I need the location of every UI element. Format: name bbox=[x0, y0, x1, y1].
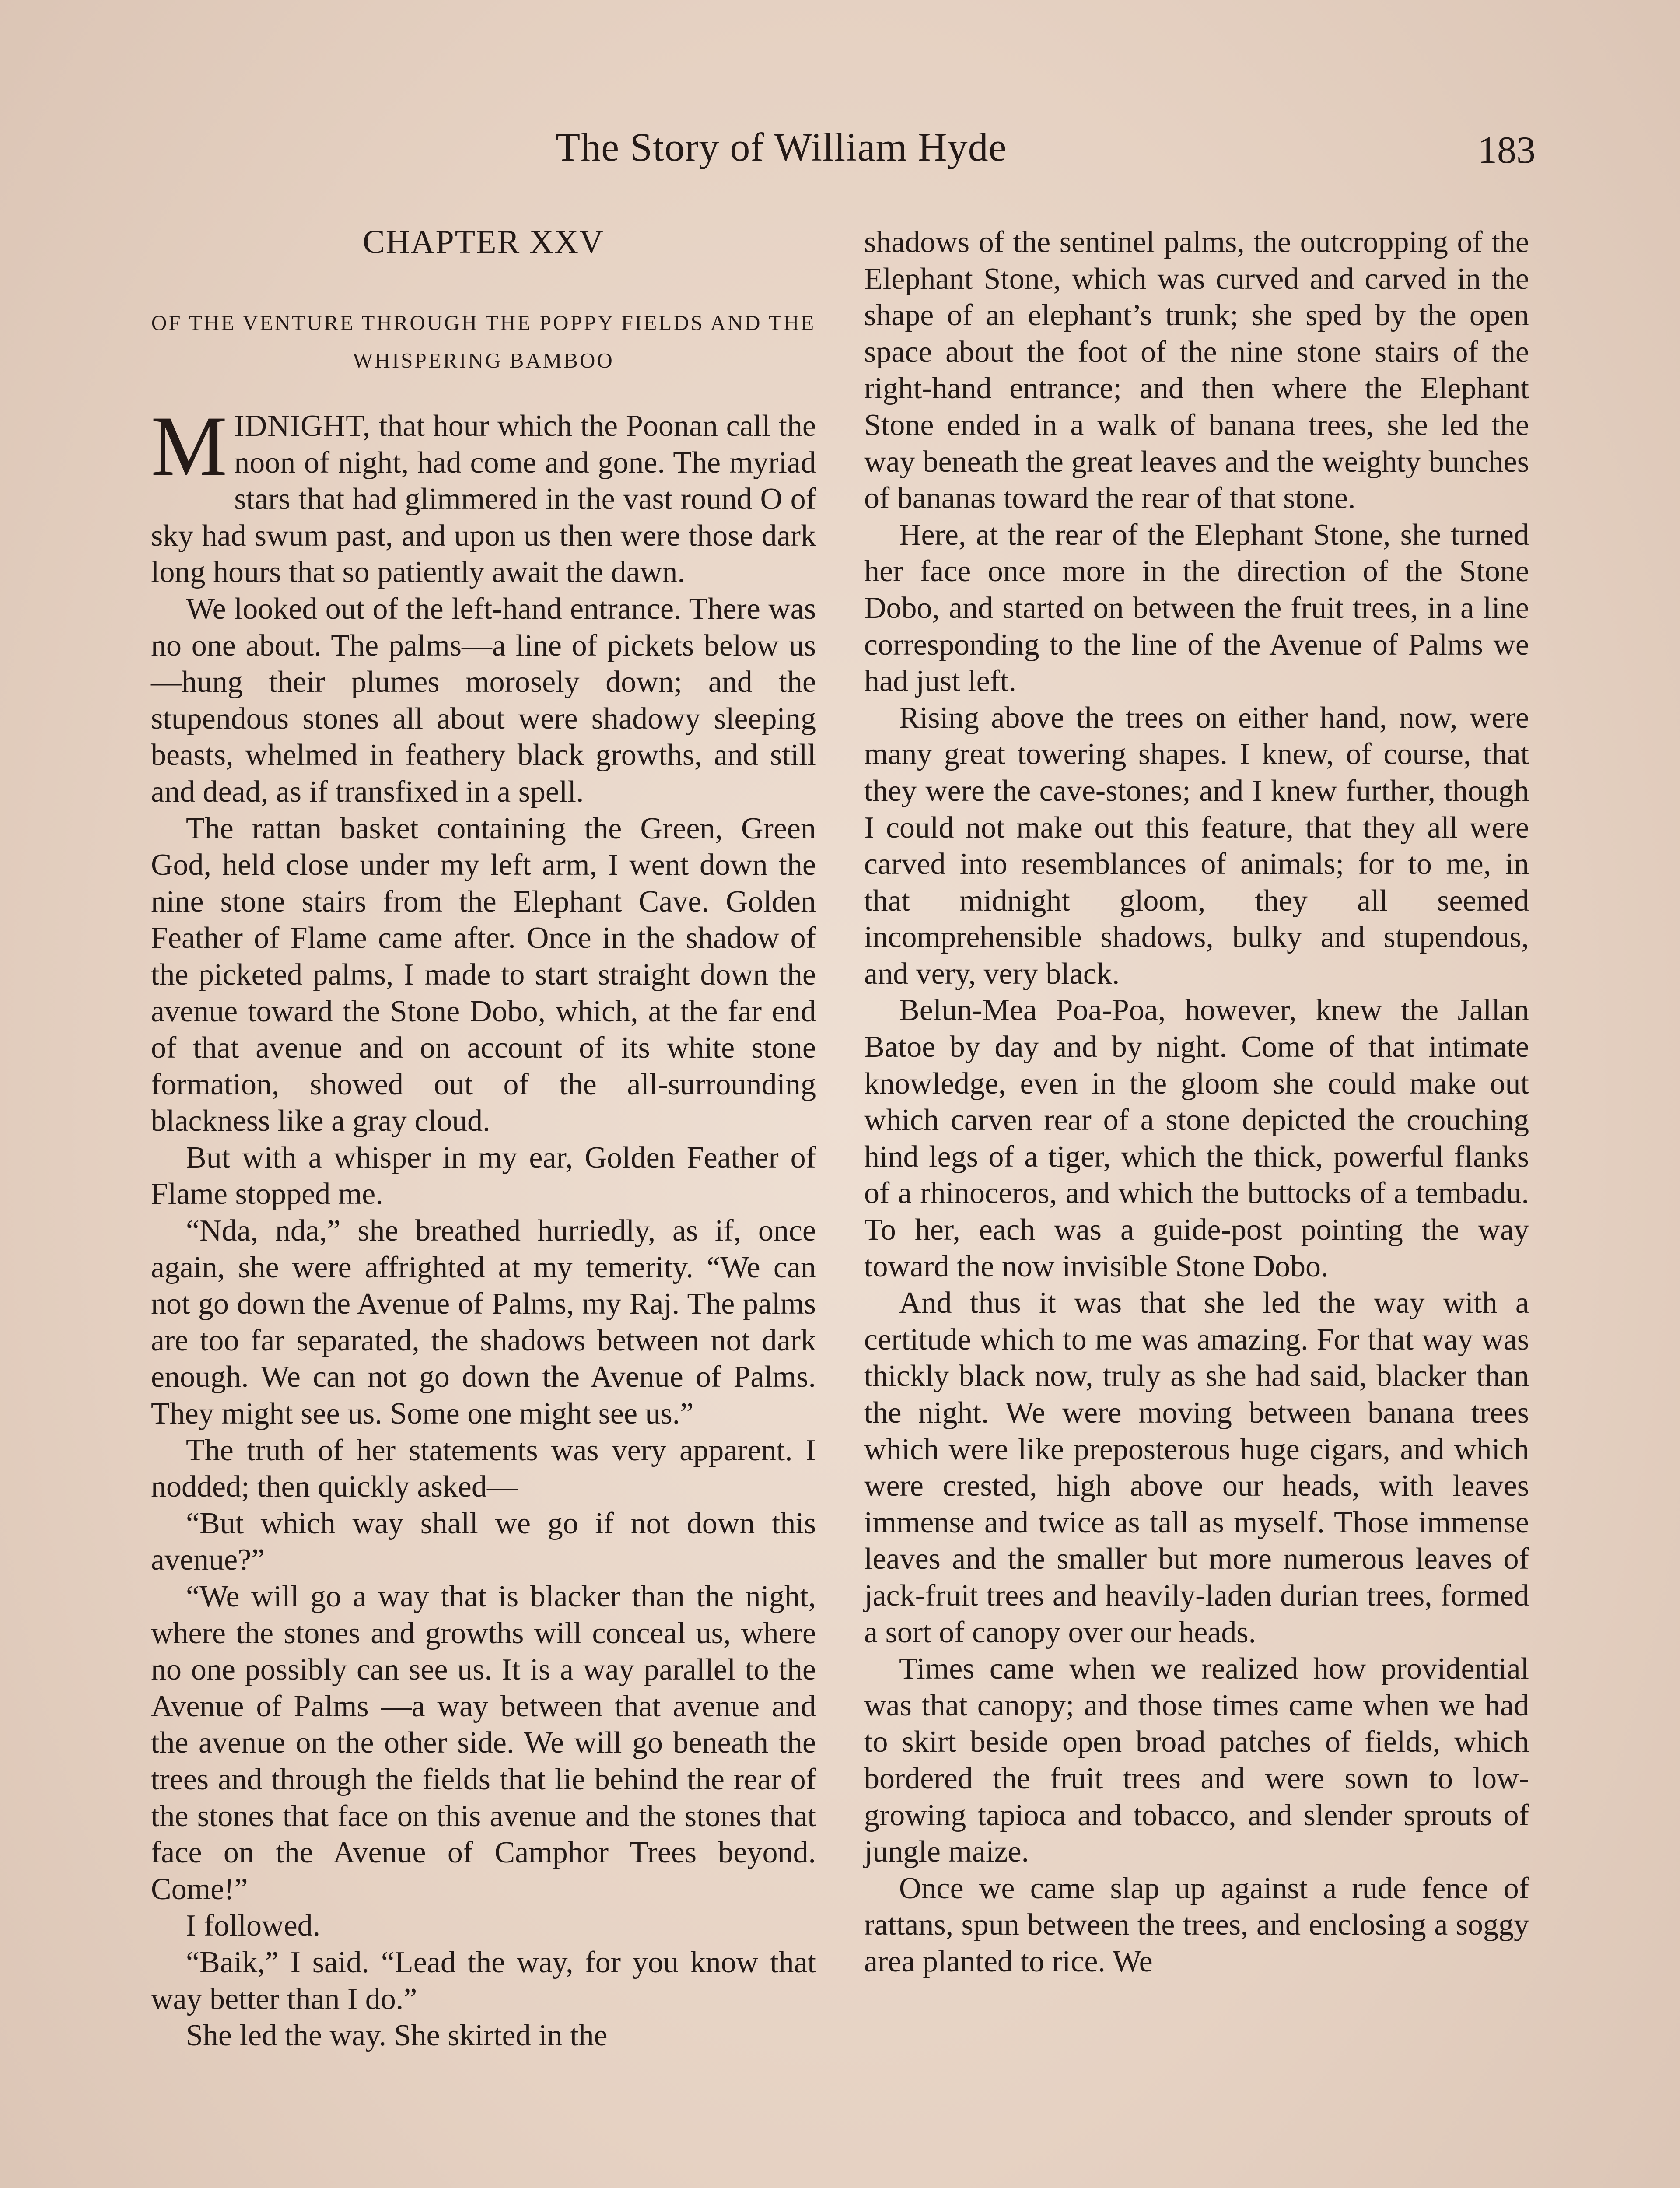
page-number: 183 bbox=[1478, 129, 1536, 172]
paragraph-11: She led the way. She skirted in the bbox=[186, 2019, 608, 2053]
paragraph-7: “But which way shall we go if not down this avenue?” bbox=[151, 1506, 816, 1577]
drop-cap: M bbox=[151, 399, 228, 494]
paragraph-12: shadows of the sentinel palms, the outcropping of the Elephant Stone, which was curved and carved in the shape of an elephant’s trunk; she sped by the open space about the foot of the nine stone stairs of the right-hand entrance; and then where the Elephant Stone ended in a walk of banana trees, she led the way beneath the great leaves and the weighty bunches of bananas toward the rear of that stone. bbox=[864, 225, 1529, 515]
paragraph-13: Here, at the rear of the Elephant Stone, she turned her face once more in the direction of the Stone Dobo, and started on between the fruit trees, in a line corresponding to the line of the Avenue of Palms we had just left. bbox=[864, 518, 1529, 698]
paragraph-18: Once we came slap up against a rude fence of rattans, spun between the trees, and enclosing a soggy area planted to rice. We bbox=[864, 1871, 1529, 1978]
paragraph-14: Rising above the trees on either hand, now, were many great towering shapes. I knew, of course, that they were the cave-stones; and I knew further, though I could not make out this feature, that they all were carved into resemblances of animals; for to me, in that midnight gloom, they all seemed incomprehensible shadows, bulky and stupendous, and very, very black. bbox=[864, 701, 1529, 991]
paragraph-8: “We will go a way that is blacker than the night, where the stones and growths will conceal us, where no one possibly can see us. It is a way parallel to the Avenue of Palms —a way between that avenue and the avenue on the other side. We will go beneath the trees and through the fields that lie behind the rear of the stones that face on this avenue and the stones that face on the Avenue of Camphor Trees beyond. Come!” bbox=[151, 1580, 816, 1906]
paragraph-15: Belun-Mea Poa-Poa, however, knew the Jallan Batoe by day and by night. Come of that intimate knowledge, even in the gloom she could make out which carven rear of a stone depicted the crouching hind legs of a tiger, which the thick, powerful flanks of a rhinoceros, and which the buttocks of a tembadu. To her, each was a guide-post pointing the way toward the now invisible Stone Dobo. bbox=[864, 993, 1529, 1283]
left-column-body bbox=[151, 399, 816, 2054]
paragraph-2: We looked out of the left-hand entrance. There was no one about. The palms—a line of pickets below us—hung their plumes morosely down; and the stupendous stones all about were shadowy sleeping beasts, whelmed in feathery black growths, and still and dead, as if transfixed in a spell. bbox=[151, 592, 816, 809]
paragraph-1 bbox=[151, 399, 816, 591]
chapter-title: CHAPTER XXV bbox=[363, 224, 604, 260]
right-column-body bbox=[864, 224, 1529, 1980]
paragraph-17: Times came when we realized how providential was that canopy; and those times came when we had to skirt beside open broad patches of fields, which bordered the fruit trees and were sown to low-growing tapioca and tobacco, and slender sprouts of jungle maize. bbox=[864, 1652, 1529, 1869]
paragraph-3: The rattan basket containing the Green, Green God, held close under my left arm, I went down the nine stone stairs from the Elephant Cave. Golden Feather of Flame came after. Once in the shadow of the picketed palms, I made to start straight down the avenue toward the Stone Dobo, which, at the far end of that avenue and on account of its white stone formation, showed out of the all-surrounding blackness like a gray cloud. bbox=[151, 811, 816, 1138]
paragraph-text: that hour which the Poonan call the noon of night, had come and gone. The myriad stars that had glimmered in the vast round O of sky had swum past, and upon us then were those dark long hours that so patiently await the dawn. bbox=[151, 409, 816, 589]
chapter-subtitle: OF THE VENTURE THROUGH THE POPPY FIELDS AND THE WHISPERING BAMBOO bbox=[151, 311, 816, 372]
paragraph-16: And thus it was that she led the way with a certitude which to me was amazing. For that way was thickly black now, truly as she had said, blacker than the night. We were moving between banana trees which were like preposterous huge cigars, and which were crested, high above our heads, with leaves immense and twice as tall as myself. Those immense leaves and the smaller but more numerous leaves of jack-fruit trees and heavily-laden durian trees, formed a sort of canopy over our heads. bbox=[864, 1286, 1529, 1649]
lead-word: IDNIGHT, bbox=[234, 409, 371, 443]
paragraph-6: The truth of her statements was very apparent. I nodded; then quickly asked— bbox=[151, 1433, 816, 1504]
paragraph-5: “Nda, nda,” she breathed hurriedly, as if, once again, she were affrighted at my temerity. “We can not go down the Avenue of Palms, my Raj. The palms are too far separated, the shadows between not dark enough. We can not go down the Avenue of Palms. They might see us. Some one might see us.” bbox=[151, 1214, 816, 1431]
paragraph-10: “Baik,” I said. “Lead the way, for you know that way better than I do.” bbox=[151, 1945, 816, 2016]
paragraph-9: I followed. bbox=[186, 1909, 321, 1943]
running-title: The Story of William Hyde bbox=[556, 125, 1007, 169]
paragraph-4: But with a whisper in my ear, Golden Feather of Flame stopped me. bbox=[151, 1140, 816, 1211]
